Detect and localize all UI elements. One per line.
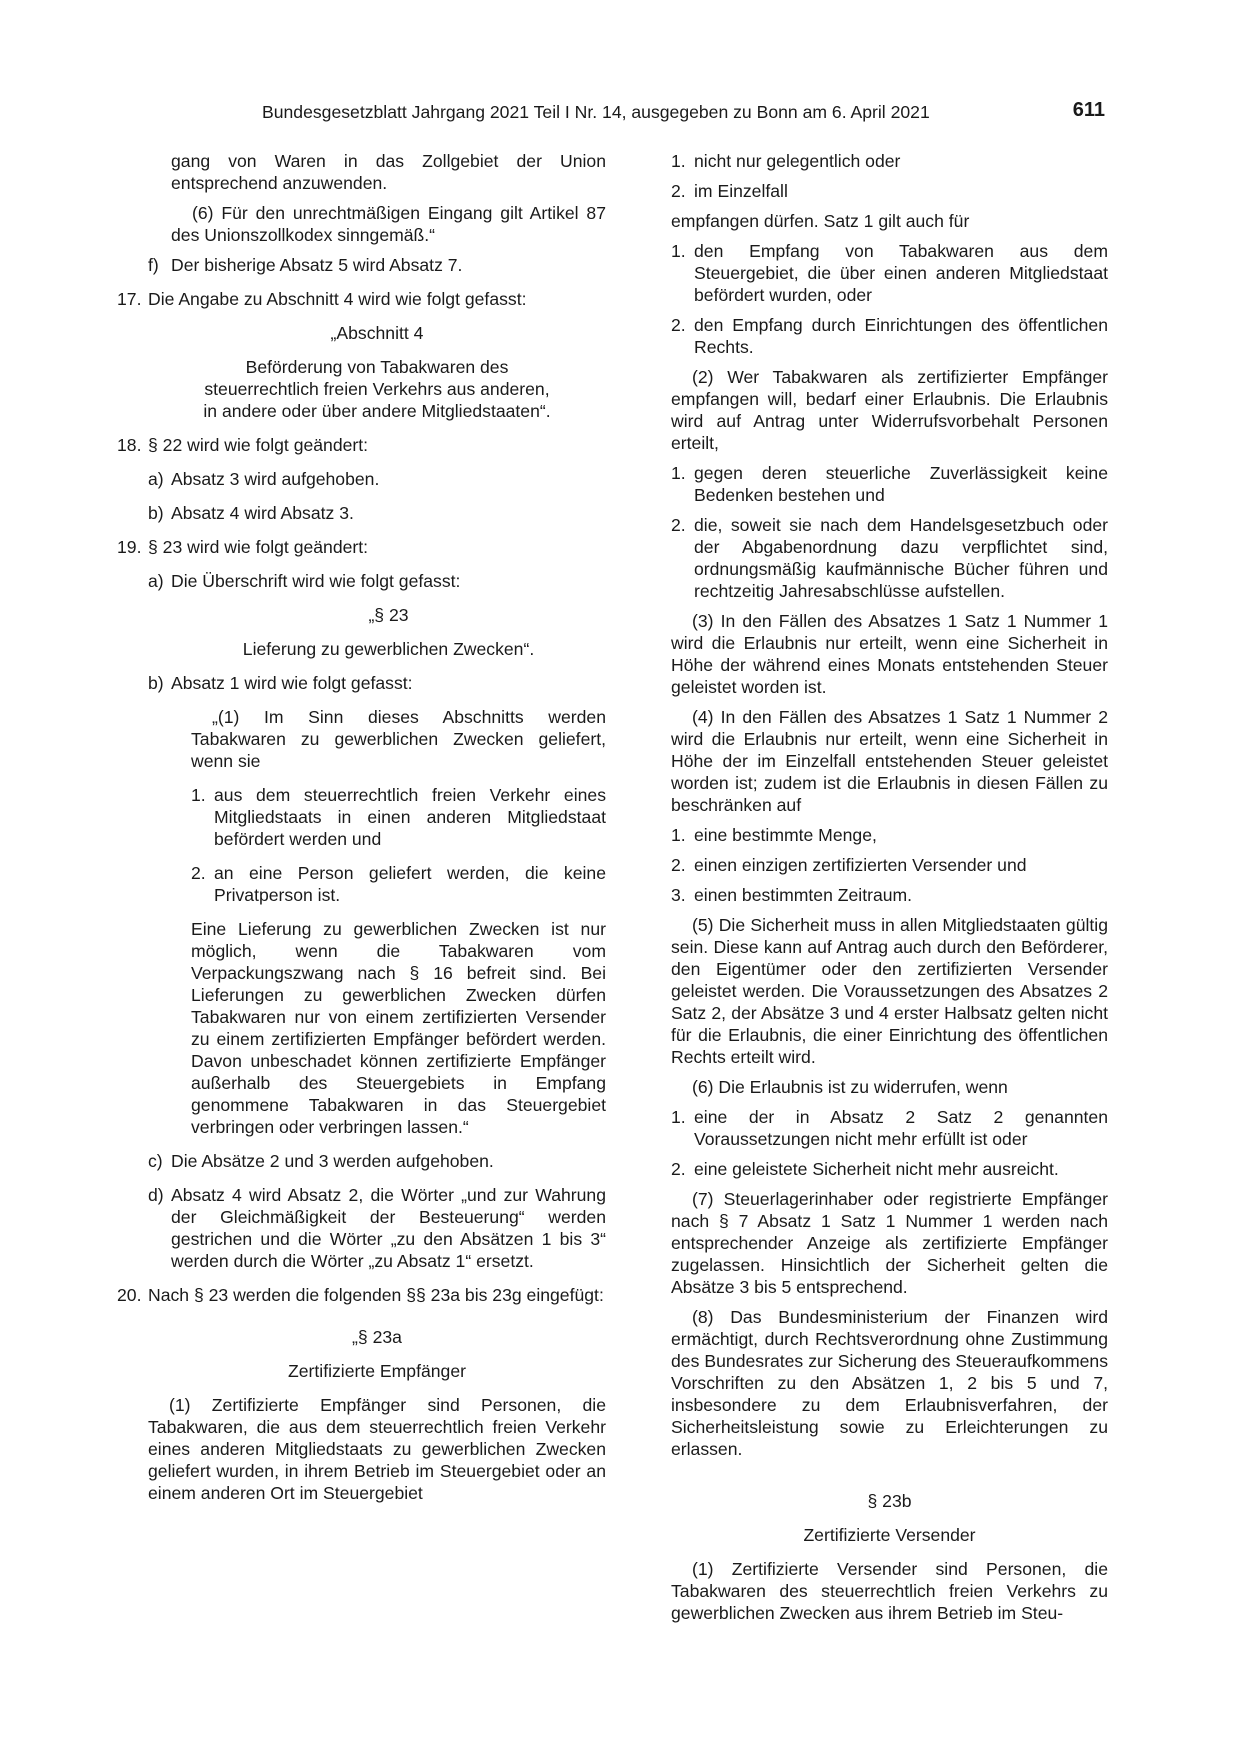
item-text: den Empfang durch Einrichtungen des öffentlichen Rechts. bbox=[694, 315, 1108, 357]
item-label: 1. bbox=[671, 1107, 686, 1127]
item-label: f) bbox=[148, 255, 159, 275]
item-label: 2. bbox=[671, 1159, 686, 1179]
item-label: b) bbox=[148, 673, 164, 693]
item-18a bbox=[134, 468, 606, 490]
section-title-line: steuerrechtlich freien Verkehrs aus anderen, bbox=[204, 379, 550, 399]
item-17 bbox=[117, 288, 606, 310]
item-label: 2. bbox=[671, 855, 686, 875]
numbered-item-3 bbox=[671, 884, 1108, 906]
item-label: 19. bbox=[117, 537, 142, 557]
item-text: § 23 wird wie folgt geändert: bbox=[148, 537, 369, 557]
item-text: aus dem steuerrechtlich freien Verkehr eines Mitgliedstaats in einen anderen Mitgliedstaat befördert werden und bbox=[214, 785, 606, 849]
section-23b-paragraph-1: (1) Zertifizierte Versender sind Personen, die Tabakwaren des steuerrechtlich freien Verkehrs zu gewerblichen Zwecken aus ihrem Betrieb im Steu- bbox=[671, 1559, 1108, 1623]
paragraph-6: (6) Für den unrechtmäßigen Eingang gilt Artikel 87 des Unionszollkodex sinngemäß.“ bbox=[171, 203, 606, 245]
item-label: d) bbox=[148, 1185, 164, 1205]
item-label: 1. bbox=[191, 785, 206, 805]
item-f bbox=[134, 254, 606, 276]
numbered-item-2 bbox=[671, 1158, 1108, 1180]
item-label: 2. bbox=[671, 181, 686, 201]
item-label: a) bbox=[148, 571, 164, 591]
numbered-item-1 bbox=[671, 1106, 1108, 1150]
item-label: 1. bbox=[671, 825, 686, 845]
numbered-item-2 bbox=[134, 862, 606, 906]
item-text: den Empfang von Tabakwaren aus dem Steuergebiet, die über einen anderen Mitgliedstaat befördert wurden, oder bbox=[694, 241, 1108, 305]
item-label: 3. bbox=[671, 885, 686, 905]
item-text: Die Angabe zu Abschnitt 4 wird wie folgt gefasst: bbox=[148, 289, 527, 309]
item-text: Nach § 23 werden die folgenden §§ 23a bis 23g eingefügt: bbox=[148, 1285, 604, 1305]
right-column bbox=[671, 150, 1108, 1624]
left-column bbox=[117, 150, 606, 1504]
item-18 bbox=[117, 434, 606, 456]
item-text: Absatz 4 wird Absatz 2, die Wörter „und zur Wahrung der Gleichmäßigkeit der Besteuerung“ werden gestrichen und die Wörter „zu den Absätzen 1 bis 3“ werden durch die Wörter „zu Absatz 1“ ersetzt. bbox=[171, 1185, 606, 1271]
item-label: b) bbox=[148, 503, 164, 523]
item-text: eine bestimmte Menge, bbox=[694, 825, 877, 845]
item-18b bbox=[134, 502, 606, 524]
item-text: Die Absätze 2 und 3 werden aufgehoben. bbox=[171, 1151, 494, 1171]
item-label: 20. bbox=[117, 1285, 142, 1305]
item-label: 1. bbox=[671, 463, 686, 483]
item-label: 1. bbox=[671, 151, 686, 171]
item-text: nicht nur gelegentlich oder bbox=[694, 151, 901, 171]
item-text: Absatz 3 wird aufgehoben. bbox=[171, 469, 380, 489]
section-23a-paragraph-1: (1) Zertifizierte Empfänger sind Personen, die Tabakwaren, die aus dem steuerrechtlich freien Verkehr eines anderen Mitgliedstaats zu gewerblichen Zwecken geliefert wurden, in ihrem Betrieb im Steuergebiet oder an einem anderen Ort im Steuergebiet bbox=[148, 1395, 606, 1503]
section-title: Lieferung zu gewerblichen Zwecken“. bbox=[242, 639, 535, 659]
item-label: a) bbox=[148, 469, 164, 489]
item-text: an eine Person geliefert werden, die keine Privatperson ist. bbox=[214, 863, 606, 905]
section-heading: „§ 23a bbox=[352, 1327, 402, 1347]
section-heading: „§ 23 bbox=[368, 605, 409, 625]
item-19 bbox=[117, 536, 606, 558]
item-text: eine der in Absatz 2 Satz 2 genannten Voraussetzungen nicht mehr erfüllt ist oder bbox=[694, 1107, 1108, 1149]
item-19b bbox=[134, 672, 606, 694]
numbered-item-1 bbox=[134, 784, 606, 850]
numbered-item-2 bbox=[671, 514, 1108, 602]
item-label: 1. bbox=[671, 241, 686, 261]
item-label: 2. bbox=[671, 315, 686, 335]
item-text: einen bestimmten Zeitraum. bbox=[694, 885, 913, 905]
item-text: einen einzigen zertifizierten Versender und bbox=[694, 855, 1027, 875]
item-text: eine geleistete Sicherheit nicht mehr ausreicht. bbox=[694, 1159, 1059, 1179]
item-text: Absatz 1 wird wie folgt gefasst: bbox=[171, 673, 413, 693]
running-title: Bundesgesetzblatt Jahrgang 2021 Teil I Nr. 14, ausgegeben zu Bonn am 6. April 2021 bbox=[262, 102, 930, 122]
item-label: 18. bbox=[117, 435, 142, 455]
section-heading: § 23b bbox=[867, 1491, 912, 1511]
item-text: im Einzelfall bbox=[694, 181, 788, 201]
continuation-text: gang von Waren in das Zollgebiet der Union entsprechend anzuwenden. bbox=[171, 151, 606, 193]
paragraph-7: (7) Steuerlagerinhaber oder registrierte Empfänger nach § 7 Absatz 1 Satz 1 Nummer 1 werden nach entsprechender Anzeige als zertifizierte Empfänger zugelassen. Hinsichtlich der Sicherheit gelten die Absätze 3 bis 5 entsprechend. bbox=[671, 1189, 1108, 1297]
item-text: die, soweit sie nach dem Handelsgesetzbuch oder der Abgabenordnung dazu verpflichtet sind, ordnungsmäßig kaufmännische Bücher führen und rechtzeitig Jahresabschlüsse aufstellen. bbox=[694, 515, 1108, 601]
item-label: 2. bbox=[671, 515, 686, 535]
numbered-item-1 bbox=[671, 462, 1108, 506]
numbered-item-1 bbox=[671, 824, 1108, 846]
item-19c bbox=[134, 1150, 606, 1172]
continuation-text: empfangen dürfen. Satz 1 gilt auch für bbox=[671, 211, 970, 231]
item-text: Absatz 4 wird Absatz 3. bbox=[171, 503, 354, 523]
item-label: c) bbox=[148, 1151, 163, 1171]
item-label: 17. bbox=[117, 289, 142, 309]
section-title: Zertifizierte Empfänger bbox=[288, 1361, 466, 1381]
paragraph-8: (8) Das Bundesministerium der Finanzen wird ermächtigt, durch Rechtsverordnung ohne Zustimmung des Bundesrates zur Sicherung des Steueraufkommens Vorschriften zu den Absätzen 1, 2 bis 5 und 7, insbesondere zu dem Erlaubnisverfahren, der Sicherheitsleistung sowie zu Erleichterungen zu erlassen. bbox=[671, 1307, 1108, 1459]
item-text: Der bisherige Absatz 5 wird Absatz 7. bbox=[171, 255, 463, 275]
paragraph-1-intro: „(1) Im Sinn dieses Abschnitts werden Tabakwaren zu gewerblichen Zwecken geliefert, wenn sie bbox=[191, 707, 606, 771]
item-text: Die Überschrift wird wie folgt gefasst: bbox=[171, 571, 461, 591]
item-19a bbox=[134, 570, 606, 592]
numbered-item-2 bbox=[671, 854, 1108, 876]
paragraph-3: (3) In den Fällen des Absatzes 1 Satz 1 Nummer 1 wird die Erlaubnis nur erteilt, wenn eine Sicherheit in Höhe der während eines Monats entstehenden Steuer geleistet worden ist. bbox=[671, 611, 1108, 697]
paragraph-4: (4) In den Fällen des Absatzes 1 Satz 1 Nummer 2 wird die Erlaubnis nur erteilt, wenn eine Sicherheit in Höhe der im Einzelfall entstehenden Steuer geleistet worden ist; zudem ist die Erlaubnis in diesen Fällen zu beschränken auf bbox=[671, 707, 1108, 815]
section-title-line: in andere oder über andere Mitgliedstaaten“. bbox=[203, 401, 551, 421]
item-20 bbox=[117, 1284, 606, 1306]
numbered-item-2 bbox=[671, 314, 1108, 358]
lieferung-paragraph: Eine Lieferung zu gewerblichen Zwecken ist nur möglich, wenn die Tabakwaren vom Verpackungszwang nach § 16 befreit sind. Bei Lieferungen zu gewerblichen Zwecken dürfen Tabakwaren nur von einem zertifizierten Versender zu einem zertifizierten Empfänger befördert werden. Davon unbeschadet können zertifizierte Empfänger außerhalb des Steuergebiets in Empfang genommene Tabakwaren in das Steuergebiet verbringen oder verbringen lassen.“ bbox=[191, 919, 606, 1137]
item-text: gegen deren steuerliche Zuverlässigkeit keine Bedenken bestehen und bbox=[694, 463, 1108, 505]
paragraph-6: (6) Die Erlaubnis ist zu widerrufen, wenn bbox=[692, 1077, 1008, 1097]
item-19d bbox=[134, 1184, 606, 1272]
paragraph-2: (2) Wer Tabakwaren als zertifizierter Empfänger empfangen will, bedarf einer Erlaubnis. Die Erlaubnis wird auf Antrag unter Widerrufsvorbehalt Personen erteilt, bbox=[671, 367, 1108, 453]
page-number: 611 bbox=[1072, 99, 1105, 121]
numbered-item-2 bbox=[671, 180, 1108, 202]
numbered-item-1 bbox=[671, 240, 1108, 306]
section-title-line: Beförderung von Tabakwaren des bbox=[245, 357, 509, 377]
section-heading: „Abschnitt 4 bbox=[330, 323, 424, 343]
section-title: Zertifizierte Versender bbox=[803, 1525, 976, 1545]
item-text: § 22 wird wie folgt geändert: bbox=[148, 435, 369, 455]
item-label: 2. bbox=[191, 863, 206, 883]
running-header bbox=[0, 101, 1241, 125]
paragraph-5: (5) Die Sicherheit muss in allen Mitgliedstaaten gültig sein. Diese kann auf Antrag auch durch den Beförderer, den Eigentümer oder den zertifizierten Versender geleistet werden. Die Voraussetzungen des Absatzes 2 Satz 2, der Absätze 3 und 4 erster Halbsatz gelten nicht für die Erlaubnis, die einer Einrichtung des öffentlichen Rechts erteilt wird. bbox=[671, 915, 1108, 1067]
numbered-item-1 bbox=[671, 150, 1108, 172]
